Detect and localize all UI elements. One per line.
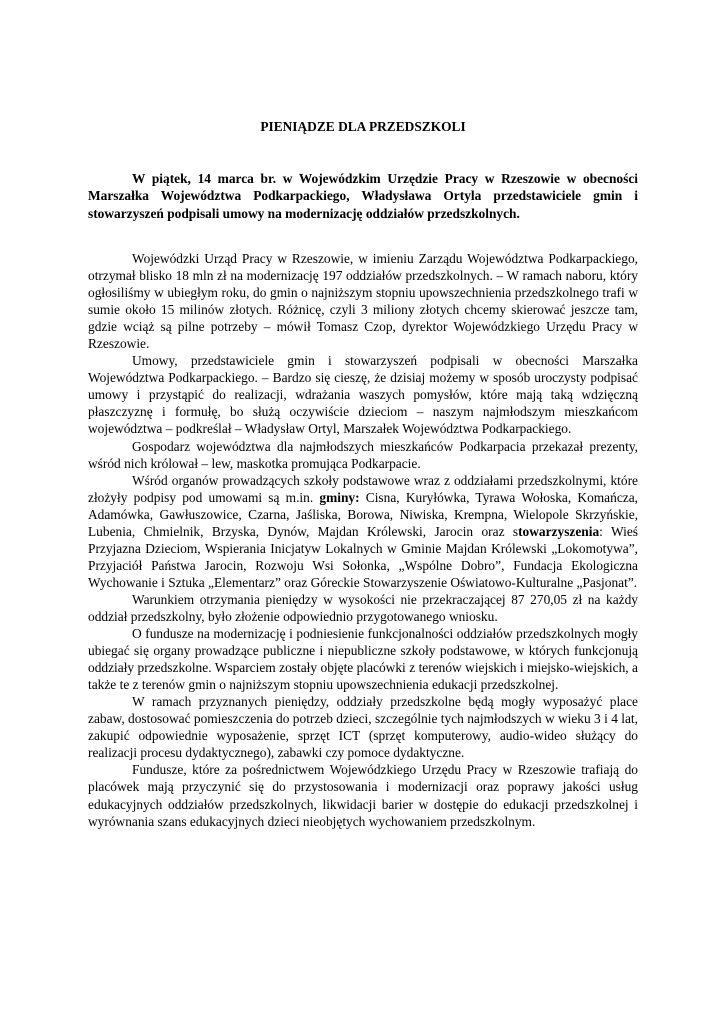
paragraph-2: Umowy, przedstawiciele gmin i stowarzyszeń podpisali w obecności Marszałka Województwa Podkarpackiego. – Bardzo się cieszę, że dzisiaj możemy w sposób uroczysty podpisać umowy i przystąpić do realizacji, wdrażania waszych pomysłów, które mają taką wdzięczną płaszczyznę i formułę, bo służą oczywiście dzieciom – naszym najmłodszym mieszkańcom województwa – podkreślał – Władysław Ortyl, Marszałek Województwa Podkarpackiego.	[88, 353, 638, 437]
paragraph-6: O fundusze na modernizację i podniesienie funkcjonalności oddziałów przedszkolnych mogły ubiegać się organy prowadzące publiczne i niepubliczne szkoły podstawowe, w których funkcjonują oddziały przedszkolne. Wsparciem zostały objęte placówki z terenów wiejskich i miejsko-wiejskich, a także te z terenów gmin o najniższym stopniu upowszechnienia edukacji przedszkolnej.	[88, 626, 638, 693]
paragraph-3: Gospodarz województwa dla najmłodszych mieszkańców Podkarpacia przekazał prezenty, wśród nich królował – lew, maskotka promująca Podkarpacie.	[88, 438, 638, 471]
paragraph-7: W ramach przyznanych pieniędzy, oddziały przedszkolne będą mogły wyposażyć place zabaw, dostosować pomieszczenia do potrzeb dzieci, szczególnie tych najmłodszych w wieku 3 i 4 lat, zakupić odpowiednie wyposażenie, sprzęt ICT (sprzęt komputerowy, audio-wideo służący do realizacji procesu dydaktycznego), zabawki czy pomoce dydaktyczne.	[88, 694, 638, 761]
stowarzyszenia-label: towarzyszenia	[518, 523, 600, 539]
paragraph-4-text-2: Cisna, Kuryłówka, Tyrawa Wołoska, Komańcza, Adamówka, Gawłuszowice, Czarna, Jaśliska, Borowa, Niwiska, Krempna, Wielopole Skrzyńskie, Lubenia, Chmielnik, Brzyska, Dynów, Majdan Królewski, Jarocin oraz s	[88, 489, 638, 539]
paragraph-8: Fundusze, które za pośrednictwem Wojewódzkiego Urzędu Pracy w Rzeszowie trafiają do placówek mają przyczynić się do przystosowania i modernizacji oraz poprawy jakości usług edukacyjnych oddziałów przedszkolnych, likwidacji barier w dostępie do edukacji przedszkolnej i wyrównania szans edukacyjnych dzieci nieobjętych wychowaniem przedszkolnym.	[88, 762, 638, 829]
paragraph-4-text-3: : Wieś Przyjazna Dzieciom, Wspierania Inicjatyw Lokalnych w Gminie Majdan Królewski „Lokomotywa”, Przyjaciół Państwa Jarocin, Rozwoju Wsi Sołonka, „Wspólne Dobro”, Fundacja Ekologiczna Wychowanie i Sztuka „Elementarz” oraz Góreckie Stowarzyszenie Oświatowo-Kulturalne „Pasjonat”.	[88, 523, 638, 590]
paragraph-4-text-1: Wśród organów prowadzących szkoły podstawowe wraz z oddziałami przedszkolnymi, które złożyły podpisy pod umowami są m.in.	[88, 472, 638, 505]
paragraph-5: Warunkiem otrzymania pieniędzy w wysokości nie przekraczającej 87 270,05 zł na każdy oddział przedszkolny, było złożenie odpowiednio przygotowanego wniosku.	[88, 591, 638, 624]
document-title: PIENIĄDZE DLA PRZEDSZKOLI	[260, 119, 466, 134]
lead-paragraph: W piątek, 14 marca br. w Wojewódzkim Urzędzie Pracy w Rzeszowie w obecności Marszałka Województwa Podkarpackiego, Władysława Ortyla przedstawiciele gmin i stowarzyszeń podpisali umowy na modernizację oddziałów przedszkolnych.	[88, 171, 638, 221]
paragraph-4	[88, 472, 638, 591]
paragraph-1: Wojewódzki Urząd Pracy w Rzeszowie, w imieniu Zarządu Województwa Podkarpackiego, otrzymał blisko 18 mln zł na modernizację 197 oddziałów przedszkolnych. – W ramach naboru, który ogłosiliśmy w ubiegłym roku, do gmin o najniższym stopniu upowszechnienia przedszkolnego trafi w sumie około 15 milinów złotych. Różnicę, czyli 3 miliony złotych chcemy skierować jeszcze tam, gdzie wciąż są pilne potrzeby – mówił Tomasz Czop, dyrektor Wojewódzkiego Urzędu Pracy w Rzeszowie.	[88, 251, 638, 352]
gminy-label: gminy:	[319, 489, 360, 505]
article-body	[88, 250, 638, 830]
